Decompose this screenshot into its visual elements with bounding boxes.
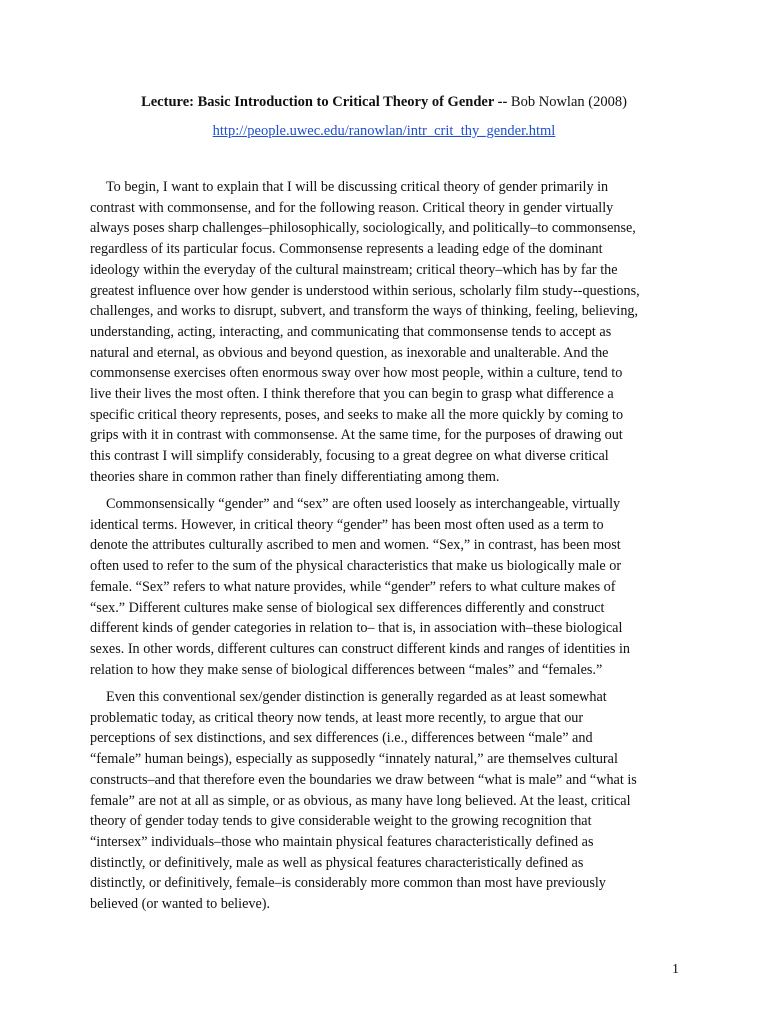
text-line: Commonsensically “gender” and “sex” are often used loosely as interchangeable, virtually	[106, 496, 621, 512]
text-line: identical terms. However, in critical theory “gender” has been most often used as a term to	[90, 516, 604, 533]
text-line: commonsense exercises often enormous sway over how most people, within a culture, tend to	[90, 365, 623, 382]
text-line: theories share in common rather than finely differentiating among them.	[90, 468, 500, 485]
title-text: Lecture: Basic Introduction to Critical Theory of Gender --	[141, 94, 508, 110]
text-line: “female” human beings), especially as supposedly “innately natural,” are themselves cultural	[90, 751, 618, 768]
text-line: always poses sharp challenges–philosophically, sociologically, and politically–to commonsense,	[90, 220, 636, 237]
text-line: female” are not at all as simple, or as obvious, as many have long believed. At the least, critical	[90, 792, 631, 809]
text-line: understanding, acting, interacting, and communicating that commonsense tends to accept as	[90, 323, 612, 340]
paragraph-2	[90, 494, 680, 680]
text-line: theory of gender today tends to give considerable weight to the growing recognition that	[90, 813, 592, 830]
source-url	[0, 122, 768, 140]
text-line: challenges, and works to disrupt, subvert, and transform the ways of thinking, feeling, believing,	[90, 303, 639, 320]
text-line: believed (or wanted to believe).	[90, 896, 271, 913]
text-line: live their lives the most often. I think therefore that you can begin to grasp what difference a	[90, 386, 614, 403]
text-line: problematic today, as critical theory now tends, at least more recently, to argue that our	[90, 709, 584, 726]
paragraph-3	[90, 687, 680, 915]
text-line: natural and eternal, as obvious and beyond question, as inexorable and unalterable. And the	[90, 344, 609, 361]
text-line: denote the attributes culturally ascribed to men and women. “Sex,” in contrast, has been most	[90, 537, 621, 554]
text-line: sexes. In other words, different cultures can construct different kinds and ranges of identities in	[90, 640, 631, 657]
text-line: “intersex” individuals–those who maintain physical features characteristically defined as	[90, 833, 594, 850]
text-line: To begin, I want to explain that I will be discussing critical theory of gender primarily in	[106, 179, 609, 195]
text-line: regardless of its particular focus. Commonsense represents a leading edge of the dominant	[90, 241, 603, 258]
document-title	[0, 93, 768, 111]
text-line: ideology within the everyday of the cultural mainstream; critical theory–which has by far the	[90, 261, 618, 278]
text-line: “sex.” Different cultures make sense of biological sex differences differently and construct	[90, 599, 605, 616]
text-line: often used to refer to the sum of the physical characteristics that make us biologically male or	[90, 558, 622, 575]
text-line: female. “Sex” refers to what nature provides, while “gender” refers to what culture makes of	[90, 578, 616, 595]
author-text: Bob Nowlan (2008)	[507, 94, 627, 110]
text-line: grips with it in contrast with commonsense. At the same time, for the purposes of drawing out	[90, 427, 623, 444]
text-line: different kinds of gender categories in relation to– that is, in association with–these biological	[90, 620, 623, 637]
page-number: 1	[672, 962, 679, 977]
text-line: distinctly, or definitively, male as well as physical features characteristically defined as	[90, 854, 584, 871]
paragraph-1	[90, 177, 680, 488]
text-line: Even this conventional sex/gender distinction is generally regarded as at least somewhat	[106, 689, 607, 705]
text-line: perceptions of sex distinctions, and sex differences (i.e., differences between “male” and	[90, 730, 593, 747]
text-line: constructs–and that therefore even the boundaries we draw between “what is male” and “what is	[90, 771, 637, 788]
text-line: relation to how they make sense of biological differences between “males” and “females.”	[90, 661, 603, 678]
text-line: this contrast I will simplify considerably, focusing to a great degree on what diverse critical	[90, 448, 609, 465]
text-line: contrast with commonsense, and for the following reason. Critical theory in gender virtually	[90, 199, 614, 216]
source-link[interactable]: http://people.uwec.edu/ranowlan/intr_crit_thy_gender.html	[212, 123, 556, 139]
text-line: greatest influence over how gender is understood within serious, scholarly film study--questions,	[90, 282, 640, 299]
text-line: specific critical theory represents, poses, and seeks to make all the more quickly by coming to	[90, 406, 624, 423]
text-line: distinctly, or definitively, female–is considerably more common than most have previously	[90, 875, 606, 892]
